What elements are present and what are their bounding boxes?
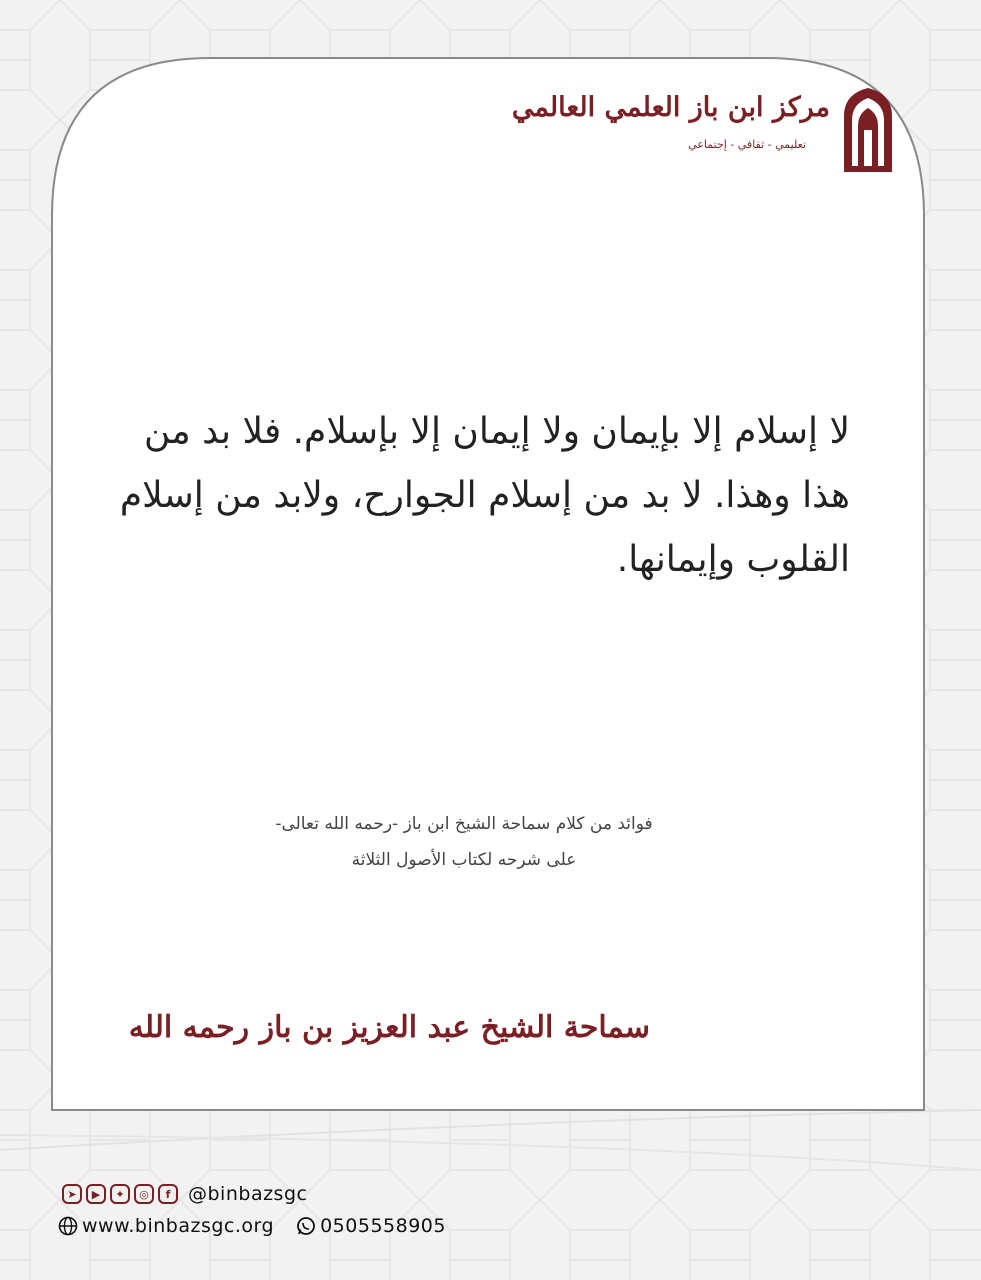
instagram-icon[interactable]: ◎ (134, 1184, 154, 1204)
facebook-icon[interactable]: f (158, 1184, 178, 1204)
whatsapp-icon (296, 1216, 316, 1236)
source-line-2: على شرحه لكتاب الأصول الثلاثة (351, 850, 577, 870)
social-handle[interactable]: @binbazsgc (188, 1183, 308, 1205)
website-link[interactable]: www.binbazsgc.org (82, 1215, 275, 1237)
phone-number[interactable]: 0505558905 (320, 1215, 446, 1237)
center-logo (511, 86, 902, 176)
quote-text: لا إسلام إلا بإيمان ولا إيمان إلا بإسلام. فلا بد من هذا وهذا. لا بد من إسلام الجوارح، ولابد من إسلام القلوب وإيمانها. (119, 411, 850, 580)
globe-icon (58, 1216, 78, 1236)
logo-name: مركز ابن باز العلمي العالمي (511, 92, 830, 123)
twitter-icon[interactable]: ✦ (110, 1184, 130, 1204)
source-attribution (190, 806, 738, 878)
contact-bar (58, 1212, 446, 1240)
mosque-arch-icon (840, 86, 896, 172)
calligraphy-signature: سماحة الشيخ عبد العزيز بن باز رحمه الله (128, 1010, 650, 1045)
social-bar (62, 1180, 307, 1208)
telegram-icon[interactable]: ➤ (62, 1184, 82, 1204)
logo-tagline: تعليمي - ثقافي - إجتماعي (688, 138, 806, 151)
source-line-1: فوائد من كلام سماحة الشيخ ابن باز -رحمه الله تعالى- (275, 814, 653, 834)
youtube-icon[interactable]: ▶ (86, 1184, 106, 1204)
